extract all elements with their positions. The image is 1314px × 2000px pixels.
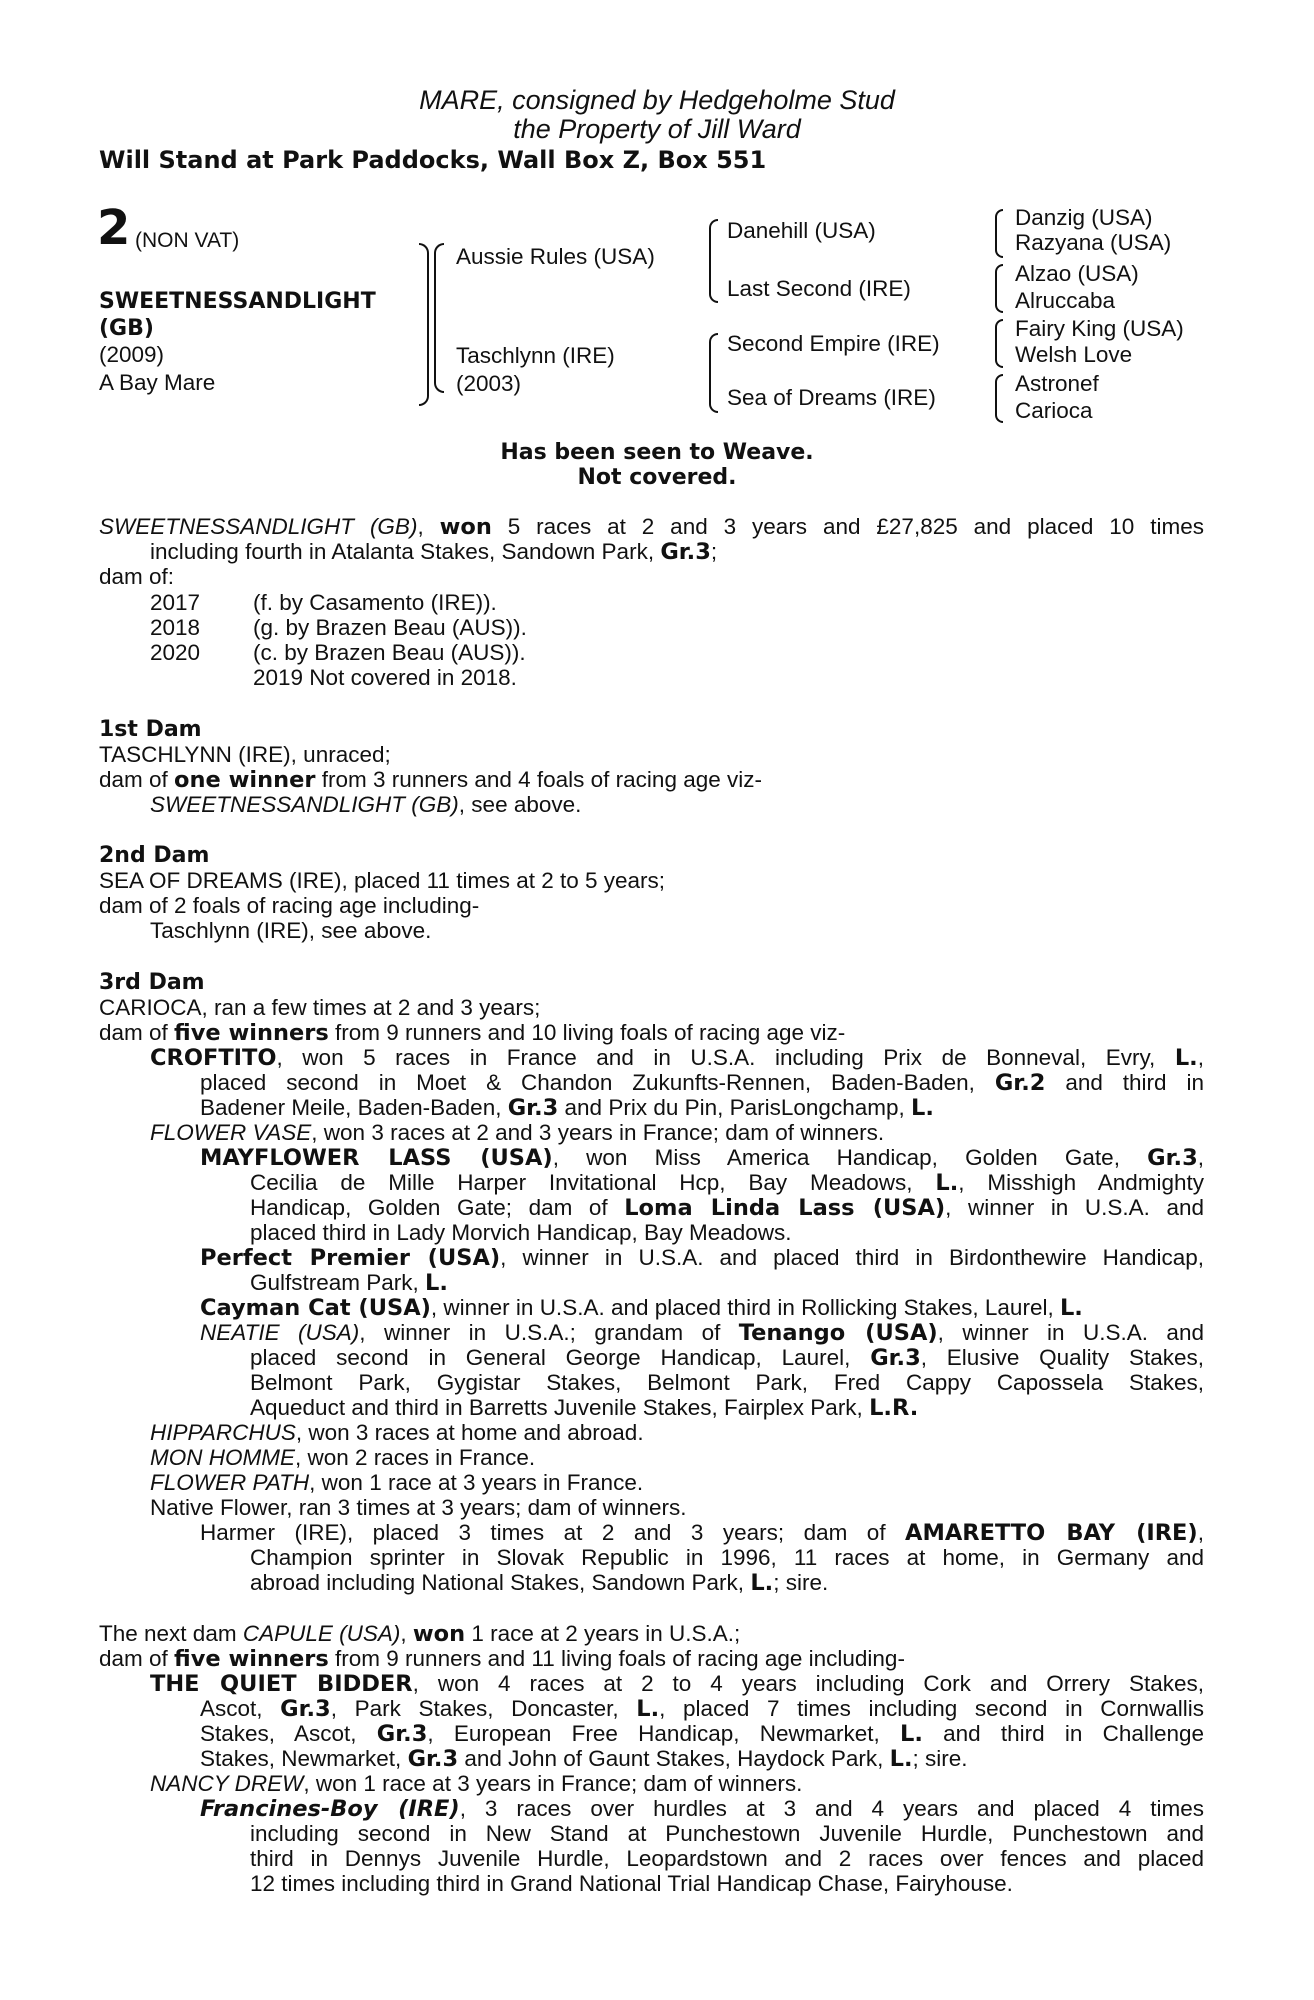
neatie-line-2: placed second in General George Handicap, Laurel, Gr.3, Elusive Quality Stakes, bbox=[250, 1345, 1204, 1371]
harmer-line-1: Harmer (IRE), placed 3 times at 2 and 3 years; dam of AMARETTO BAY (IRE), bbox=[200, 1520, 1204, 1546]
location-line: Will Stand at Park Paddocks, Wall Box Z, Box 551 bbox=[99, 146, 767, 174]
flower-vase-line: FLOWER VASE, won 3 races at 2 and 3 years in France; dam of winners. bbox=[150, 1120, 885, 1145]
produce-2018: (g. by Brazen Beau (AUS)). bbox=[253, 615, 527, 640]
third-dam-line-1: CARIOCA, ran a few times at 2 and 3 years; bbox=[99, 995, 541, 1020]
produce-2020: (c. by Brazen Beau (AUS)). bbox=[253, 640, 526, 665]
francines-boy-line-2: including second in New Stand at Punchestown Juvenile Hurdle, Punchestown and bbox=[250, 1821, 1204, 1846]
pedigree-dam-year: (2003) bbox=[456, 371, 522, 396]
produce-year-2020: 2020 bbox=[150, 640, 201, 665]
produce-not-covered: 2019 Not covered in 2018. bbox=[253, 665, 517, 690]
neatie-line-4: Aqueduct and third in Barretts Juvenile Stakes, Fairplex Park, L.R. bbox=[250, 1395, 919, 1421]
hipparchus-line: HIPPARCHUS, won 3 races at home and abroad. bbox=[150, 1420, 644, 1445]
race-record-line-1: SWEETNESSANDLIGHT (GB), won 5 races at 2 and 3 years and £27,825 and placed 10 times bbox=[99, 514, 1204, 540]
quiet-bidder-line-1: THE QUIET BIDDER, won 4 races at 2 to 4 years including Cork and Orrery Stakes, bbox=[150, 1671, 1204, 1697]
third-dam-line-2: dam of five winners from 9 runners and 10 living foals of racing age viz- bbox=[99, 1020, 846, 1046]
perfect-premier-line-2: Gulfstream Park, L. bbox=[250, 1270, 448, 1296]
neatie-line-3: Belmont Park, Gygistar Stakes, Belmont Park, Fred Cappy Capossela Stakes, bbox=[250, 1370, 1204, 1395]
produce-year-2018: 2018 bbox=[150, 615, 201, 640]
neatie-line-1: NEATIE (USA), winner in U.S.A.; grandam of Tenango (USA), winner in U.S.A. and bbox=[200, 1320, 1204, 1346]
pedigree-dam-sire: Second Empire (IRE) bbox=[727, 331, 940, 356]
pedigree-sds: Alzao (USA) bbox=[1015, 261, 1139, 286]
second-dam-line-1: SEA OF DREAMS (IRE), placed 11 times at 2 to 5 years; bbox=[99, 868, 666, 893]
nancy-drew-line: NANCY DREW, won 1 race at 3 years in France; dam of winners. bbox=[150, 1771, 803, 1796]
pedigree-brace-2b bbox=[709, 333, 718, 413]
horse-name: SWEETNESSANDLIGHT bbox=[99, 289, 376, 314]
produce-2017: (f. by Casamento (IRE)). bbox=[253, 590, 497, 615]
mayflower-line-3: Handicap, Golden Gate; dam of Loma Linda Lass (USA), winner in U.S.A. and bbox=[250, 1195, 1204, 1221]
perfect-premier-line-1: Perfect Premier (USA), winner in U.S.A. and placed third in Birdonthewire Handicap, bbox=[200, 1245, 1204, 1271]
first-dam-heading: 1st Dam bbox=[99, 717, 202, 742]
dam-of-label: dam of: bbox=[99, 564, 175, 589]
pedigree-sire-sire: Danehill (USA) bbox=[727, 218, 876, 243]
vice-note: Has been seen to Weave. bbox=[500, 440, 814, 465]
pedigree-dam-dam: Sea of Dreams (IRE) bbox=[727, 385, 936, 410]
cayman-cat-line: Cayman Cat (USA), winner in U.S.A. and placed third in Rollicking Stakes, Laurel, L. bbox=[200, 1295, 1083, 1321]
vat-status: (NON VAT) bbox=[135, 229, 240, 252]
horse-description: A Bay Mare bbox=[99, 370, 216, 395]
second-dam-heading: 2nd Dam bbox=[99, 843, 210, 868]
francines-boy-line-4: 12 times including third in Grand National Trial Handicap Chase, Fairyhouse. bbox=[250, 1871, 1013, 1896]
flower-path-line: FLOWER PATH, won 1 race at 3 years in France. bbox=[150, 1470, 644, 1495]
mayflower-line-4: placed third in Lady Morvich Handicap, Bay Meadows. bbox=[250, 1220, 792, 1245]
second-dam-line-2: dam of 2 foals of racing age including- bbox=[99, 893, 480, 918]
first-dam-line-2: dam of one winner from 3 runners and 4 foals of racing age viz- bbox=[99, 767, 762, 793]
pedigree-dds: Astronef bbox=[1015, 371, 1099, 396]
horse-name-suffix: (GB) bbox=[99, 316, 154, 341]
pedigree-ddd: Carioca bbox=[1015, 398, 1093, 423]
quiet-bidder-line-4: Stakes, Newmarket, Gr.3 and John of Gaunt Stakes, Haydock Park, L.; sire. bbox=[200, 1746, 968, 1772]
mayflower-line-1: MAYFLOWER LASS (USA), won Miss America Handicap, Golden Gate, Gr.3, bbox=[200, 1145, 1204, 1171]
harmer-line-3: abroad including National Stakes, Sandown Park, L.; sire. bbox=[250, 1570, 829, 1596]
cover-note: Not covered. bbox=[577, 465, 737, 490]
harmer-line-2: Champion sprinter in Slovak Republic in 1996, 11 races at home, in Germany and bbox=[250, 1545, 1204, 1570]
pedigree-dam: Taschlynn (IRE) bbox=[456, 343, 615, 368]
pedigree-brace-1 bbox=[434, 243, 444, 393]
pedigree-brace-right bbox=[419, 243, 429, 406]
pedigree-brace-3a bbox=[995, 209, 1003, 258]
pedigree-sdd: Alruccaba bbox=[1015, 288, 1116, 313]
mayflower-line-2: Cecilia de Mille Harper Invitational Hcp, Bay Meadows, L., Misshigh Andmighty bbox=[250, 1170, 1204, 1196]
pedigree-brace-3b bbox=[995, 264, 1003, 313]
first-dam-line-3: SWEETNESSANDLIGHT (GB), see above. bbox=[150, 792, 582, 817]
first-dam-line-1: TASCHLYNN (IRE), unraced; bbox=[99, 742, 391, 767]
next-dam-line-1: The next dam CAPULE (USA), won 1 race at 2 years in U.S.A.; bbox=[99, 1621, 741, 1647]
pedigree-ssd: Razyana (USA) bbox=[1015, 230, 1172, 255]
quiet-bidder-line-2: Ascot, Gr.3, Park Stakes, Doncaster, L., placed 7 times including second in Cornwallis bbox=[200, 1696, 1204, 1722]
pedigree-sire: Aussie Rules (USA) bbox=[456, 244, 655, 269]
francines-boy-line-1: Francines-Boy (IRE), 3 races over hurdles at 3 and 4 years and placed 4 times bbox=[200, 1796, 1204, 1822]
pedigree-brace-3c bbox=[995, 319, 1003, 368]
francines-boy-line-3: third in Dennys Juvenile Hurdle, Leopardstown and 2 races over fences and placed bbox=[250, 1846, 1204, 1871]
pedigree-brace-2a bbox=[709, 219, 718, 303]
produce-year-2017: 2017 bbox=[150, 590, 201, 615]
lot-number: 2 bbox=[97, 200, 131, 256]
race-record-line-2: including fourth in Atalanta Stakes, Sandown Park, Gr.3; bbox=[150, 539, 718, 565]
croftito-line-1: CROFTITO, won 5 races in France and in U.S.A. including Prix de Bonneval, Evry, L., bbox=[150, 1045, 1204, 1071]
pedigree-dsd: Welsh Love bbox=[1015, 342, 1133, 367]
native-flower-line: Native Flower, ran 3 times at 3 years; dam of winners. bbox=[150, 1495, 687, 1520]
pedigree-sire-dam: Last Second (IRE) bbox=[727, 276, 911, 301]
mon-homme-line: MON HOMME, won 2 races in France. bbox=[150, 1445, 536, 1470]
next-dam-line-2: dam of five winners from 9 runners and 11 living foals of racing age including- bbox=[99, 1646, 905, 1672]
property-line: the Property of Jill Ward bbox=[513, 114, 801, 144]
foaling-year: (2009) bbox=[99, 342, 165, 367]
quiet-bidder-line-3: Stakes, Ascot, Gr.3, European Free Handicap, Newmarket, L. and third in Challenge bbox=[200, 1721, 1204, 1747]
consignment-heading: MARE, consigned by Hedgeholme Stud bbox=[419, 85, 895, 115]
third-dam-heading: 3rd Dam bbox=[99, 970, 205, 995]
pedigree-brace-3d bbox=[995, 374, 1003, 423]
croftito-line-2: placed second in Moet & Chandon Zukunfts-Rennen, Baden-Baden, Gr.2 and third in bbox=[200, 1070, 1205, 1096]
pedigree-dss: Fairy King (USA) bbox=[1015, 316, 1184, 341]
pedigree-sss: Danzig (USA) bbox=[1015, 205, 1153, 230]
croftito-line-3: Badener Meile, Baden-Baden, Gr.3 and Prix du Pin, ParisLongchamp, L. bbox=[200, 1095, 934, 1121]
second-dam-line-3: Taschlynn (IRE), see above. bbox=[150, 918, 432, 943]
